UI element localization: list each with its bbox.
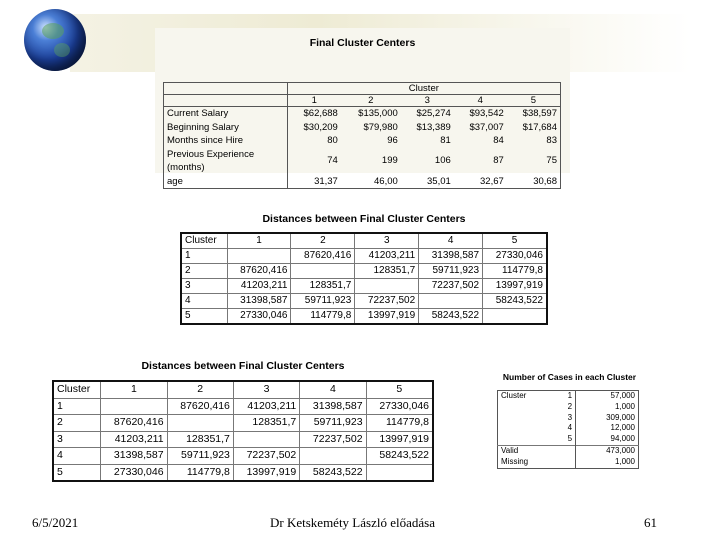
row-label: Months since Hire [164, 134, 288, 148]
table-cell: 87620,416 [101, 415, 167, 432]
row-label: 5 [181, 309, 227, 325]
cluster-id: 4 [556, 423, 575, 434]
table-cell: $17,684 [522, 121, 557, 133]
table-cell [167, 415, 233, 432]
table-cell: 13997,919 [483, 279, 547, 294]
table-cell: 87 [493, 155, 504, 167]
table-cell: 41203,211 [227, 279, 291, 294]
table-cell: 30,68 [533, 175, 557, 187]
table-cell: 13997,919 [233, 464, 299, 481]
table-row [498, 413, 639, 424]
table-cell: 31398,587 [300, 398, 366, 415]
table-cell: 35,01 [427, 175, 451, 187]
table-cell: 12,000 [610, 423, 635, 433]
cluster-id: 3 [556, 413, 575, 424]
table-row [498, 457, 639, 468]
table-cell: 41203,211 [233, 398, 299, 415]
table-row [181, 309, 547, 325]
row-label: 3 [181, 279, 227, 294]
table-cell: 94,000 [610, 434, 635, 444]
row-label: Valid [498, 445, 557, 456]
row-label: 3 [53, 431, 101, 448]
row-label: 4 [181, 294, 227, 309]
table-cell: 58243,522 [300, 464, 366, 481]
table-row [53, 415, 433, 432]
table-cell [366, 464, 433, 481]
table-cell: 27330,046 [227, 309, 291, 325]
final-cluster-centers-table [155, 28, 570, 187]
table-header-row [181, 233, 547, 249]
table-cell: 58243,522 [366, 448, 433, 465]
cluster-id: 5 [556, 434, 575, 445]
table-title: Final Cluster Centers [309, 37, 416, 49]
table-cell: $135,000 [358, 108, 398, 119]
table-row [498, 391, 639, 402]
col-header: 2 [341, 95, 401, 107]
table-row [53, 448, 433, 465]
distances-table-upper [180, 210, 548, 330]
table-cell: 41203,211 [101, 431, 167, 448]
row-label: 2 [53, 415, 101, 432]
table-cell: 83 [546, 135, 557, 146]
table-cell: 106 [434, 155, 451, 167]
col-header: 3 [355, 233, 419, 249]
table-header-row [164, 95, 561, 107]
footer-author: Dr Ketskeméty László előadása [270, 515, 435, 530]
col-header: 3 [233, 381, 299, 398]
table-cell: 87620,416 [167, 398, 233, 415]
table-cell: 59711,923 [300, 415, 366, 432]
table-cell: 87620,416 [227, 264, 291, 279]
table-row [53, 431, 433, 448]
col-header: 1 [287, 95, 341, 107]
table-cell: 114779,8 [366, 415, 433, 432]
cases-grid [497, 390, 639, 469]
table-cell: 46,00 [374, 175, 398, 187]
col-header: Cluster [53, 381, 101, 398]
table-cell: 96 [387, 135, 398, 146]
table-cell: 87620,416 [291, 249, 355, 264]
footer-page-number: 61 [644, 515, 657, 530]
col-header: 3 [401, 95, 454, 107]
table-cell: 128351,7 [355, 264, 419, 279]
table-row [164, 175, 561, 189]
row-label: 5 [53, 464, 101, 481]
table-cell: 473,000 [576, 445, 639, 456]
table-cell [291, 264, 355, 279]
table-title: Number of Cases in each Cluster [502, 372, 637, 382]
table-cell: 128351,7 [167, 431, 233, 448]
table-cell: 72237,502 [233, 448, 299, 465]
table-cell: 80 [327, 135, 338, 146]
row-label: Previous Experience (months) [164, 148, 288, 175]
table-cell: 1,000 [614, 456, 635, 466]
col-header: 4 [454, 95, 507, 107]
table-cell: 72237,502 [355, 294, 419, 309]
table-cell [419, 294, 483, 309]
table-cell: 31398,587 [101, 448, 167, 465]
table-cell: $37,007 [469, 121, 504, 133]
table-title: Distances between Final Cluster Centers [141, 360, 345, 372]
cluster-group-header: Cluster [287, 83, 560, 95]
col-header: 4 [419, 233, 483, 249]
table-row [498, 423, 639, 434]
row-label: 2 [181, 264, 227, 279]
table-cell: 1,000 [614, 401, 635, 411]
table-cell: 114779,8 [291, 309, 355, 325]
table-header-row [164, 83, 561, 95]
table-row [164, 121, 561, 135]
cluster-id: 2 [556, 402, 575, 413]
table-cell: 41203,211 [355, 249, 419, 264]
table-cell: $93,542 [469, 108, 504, 119]
row-label: age [164, 175, 288, 189]
table-cell: 59711,923 [167, 448, 233, 465]
table-cell: $38,597 [522, 108, 557, 119]
cluster-centers-grid [163, 82, 561, 189]
table-cell: $30,209 [303, 121, 338, 133]
table-cell: 128351,7 [291, 279, 355, 294]
table-cell: 72237,502 [419, 279, 483, 294]
col-header: 5 [366, 381, 433, 398]
cluster-id: 1 [556, 391, 575, 402]
table-row [498, 434, 639, 445]
table-cell: 59711,923 [419, 264, 483, 279]
table-cell: 84 [493, 135, 504, 146]
distances-grid [180, 232, 548, 325]
row-label: 1 [181, 249, 227, 264]
table-cell: $13,389 [416, 121, 451, 133]
table-row [53, 398, 433, 415]
col-header: 5 [483, 233, 547, 249]
table-title: Distances between Final Cluster Centers [262, 213, 466, 225]
table-row [164, 107, 561, 121]
footer-date: 6/5/2021 [32, 515, 79, 530]
col-header: 1 [227, 233, 291, 249]
cases-per-cluster-table [497, 372, 642, 487]
col-header: Cluster [181, 233, 227, 249]
distances-grid [52, 380, 434, 482]
table-cell [233, 431, 299, 448]
table-cell: 199 [381, 155, 398, 167]
table-cell: 27330,046 [366, 398, 433, 415]
table-cell: 72237,502 [300, 431, 366, 448]
col-header: 5 [507, 95, 561, 107]
table-cell [101, 398, 167, 415]
col-header: 1 [101, 381, 167, 398]
table-cell: 58243,522 [483, 294, 547, 309]
table-cell [355, 279, 419, 294]
col-header: 2 [291, 233, 355, 249]
table-cell: 13997,919 [355, 309, 419, 325]
table-cell [300, 448, 366, 465]
row-label: Beginning Salary [164, 121, 288, 135]
table-cell: 114779,8 [483, 264, 547, 279]
table-row [164, 134, 561, 148]
table-cell: 13997,919 [366, 431, 433, 448]
table-cell: 309,000 [606, 412, 635, 422]
row-label: 1 [53, 398, 101, 415]
table-cell: 74 [327, 155, 338, 167]
table-cell: 75 [546, 155, 557, 167]
table-header-row [53, 381, 433, 398]
table-cell: 31,37 [314, 175, 338, 187]
distances-table-lower [52, 358, 434, 483]
table-cell: $62,688 [303, 108, 338, 119]
row-label: Missing [501, 456, 529, 466]
row-label: Cluster [501, 391, 527, 400]
table-cell: 57,000 [610, 391, 635, 400]
col-header: 2 [167, 381, 233, 398]
table-cell: $25,274 [416, 108, 451, 119]
col-header: 4 [300, 381, 366, 398]
table-row [498, 445, 639, 456]
table-row [498, 402, 639, 413]
table-row [181, 294, 547, 309]
table-cell: 27330,046 [101, 464, 167, 481]
table-cell: 31398,587 [227, 294, 291, 309]
table-cell: 81 [440, 135, 451, 146]
table-row [181, 264, 547, 279]
table-cell: 59711,923 [291, 294, 355, 309]
table-cell: $79,980 [363, 121, 398, 133]
table-cell: 58243,522 [419, 309, 483, 325]
table-cell: 32,67 [480, 175, 504, 187]
globe-logo-icon [24, 9, 86, 71]
table-cell: 31398,587 [419, 249, 483, 264]
row-label: 4 [53, 448, 101, 465]
table-cell: 128351,7 [233, 415, 299, 432]
table-row [181, 279, 547, 294]
table-cell: 27330,046 [483, 249, 547, 264]
table-cell: 114779,8 [167, 464, 233, 481]
table-cell [483, 309, 547, 325]
row-label: Current Salary [164, 107, 288, 121]
table-row [181, 249, 547, 264]
table-row [53, 464, 433, 481]
table-cell [227, 249, 291, 264]
table-row [164, 148, 561, 175]
